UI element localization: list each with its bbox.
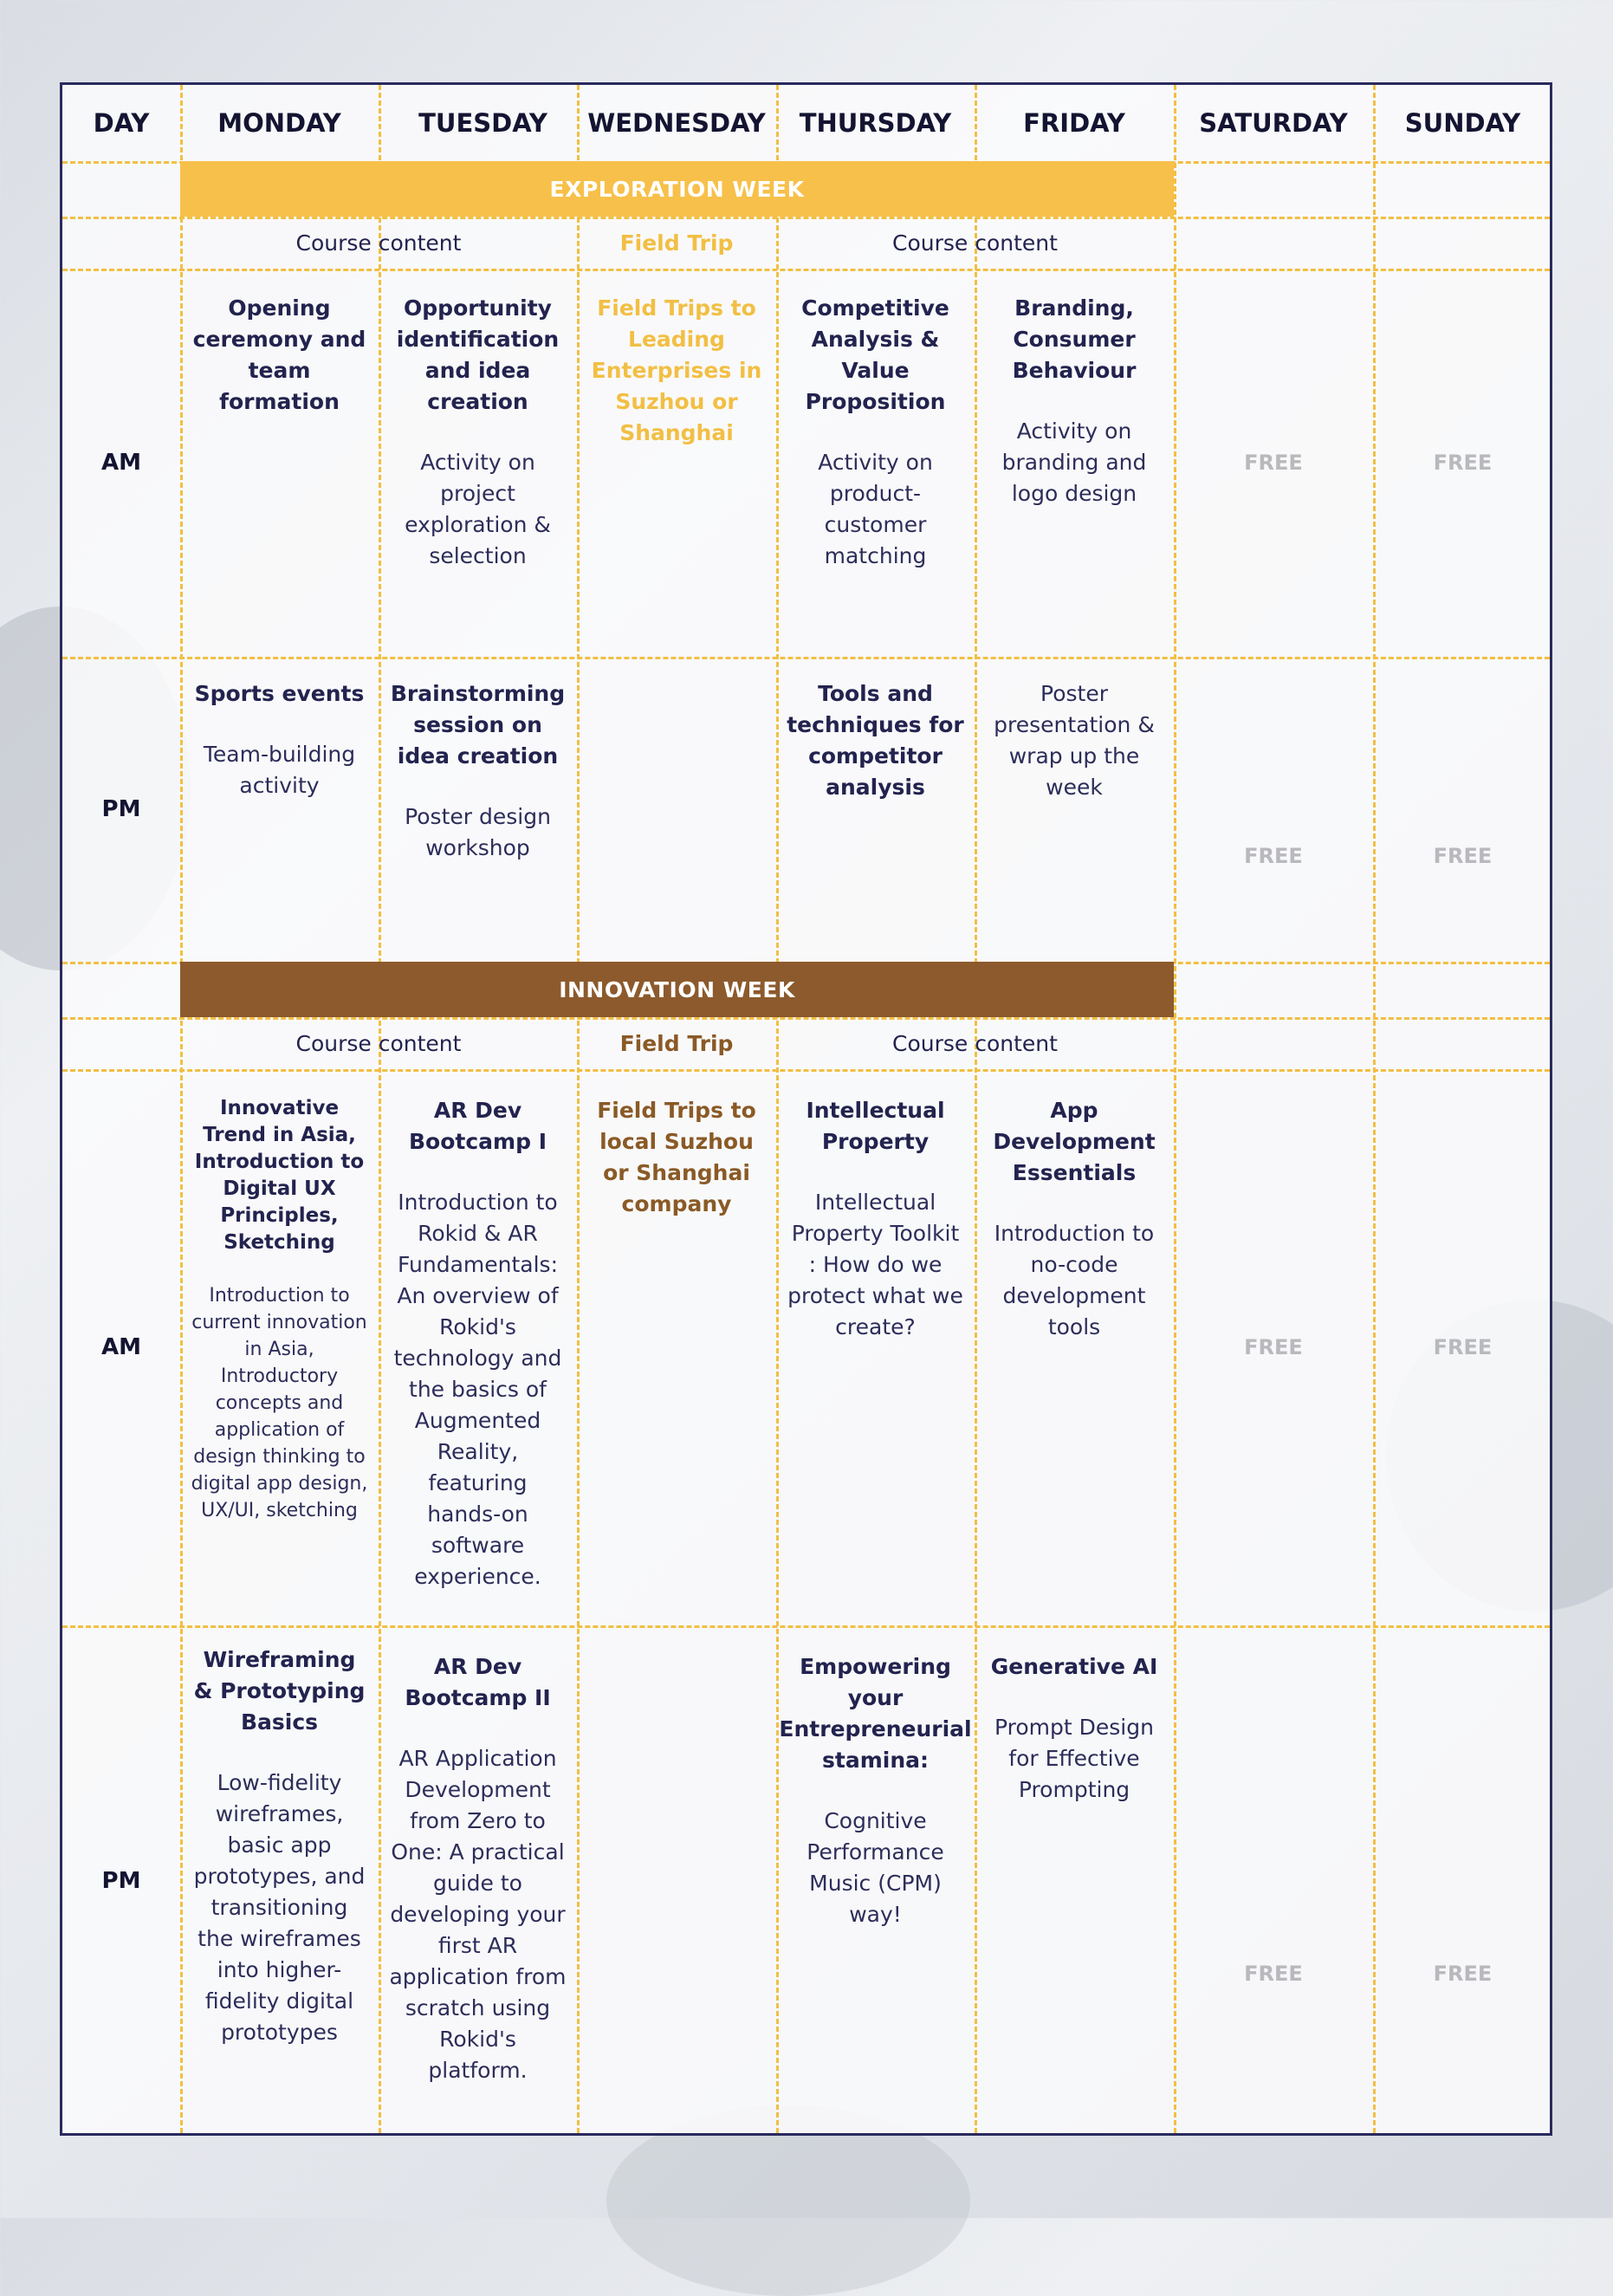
session-description: Introduction to current innovation in Asia, Introductory concepts and application of design thinking to digital app design, UX/UI, sketching [191, 1285, 368, 1521]
schedule-table [60, 82, 1552, 2136]
course-content-label: Course content [892, 230, 1058, 256]
session-description: Cognitive Performance Music (CPM) way! [806, 1808, 944, 1927]
field-trip-label: Field Trip [619, 230, 734, 256]
session-description: Prompt Design for Effective Prompting [994, 1715, 1154, 1802]
session-description: Activity on project exploration & selection [405, 450, 551, 568]
free-label: FREE [1244, 451, 1303, 475]
session-description: Poster design workshop [405, 804, 551, 860]
session-title: Empowering your Entrepreneurial stamina: [779, 1654, 972, 1773]
header-monday: MONDAY [217, 108, 341, 138]
session-cell [180, 1095, 379, 1524]
course-content-label: Course content [295, 230, 462, 256]
session-description: Introduction to Rokid & AR Fundamentals: An overview of Rokid's technology and the basics of Augmented Reality, featuring hands-on software experience. [393, 1190, 562, 1589]
session-title: Intellectual Property [806, 1098, 945, 1154]
session-cell [975, 293, 1174, 509]
session-cell [379, 1651, 577, 2086]
row-label-pm: PM [101, 1868, 141, 1894]
free-label: FREE [1244, 844, 1303, 868]
session-title: Field Trips to local Suzhou or Shanghai company [597, 1098, 756, 1216]
row-label-am: AM [101, 450, 141, 476]
free-label: FREE [1244, 1962, 1303, 1986]
session-title: Field Trips to Leading Enterprises in Suzhou or Shanghai [591, 295, 762, 445]
session-cell [776, 1095, 975, 1343]
session-cell [975, 678, 1174, 803]
session-cell [180, 293, 379, 418]
free-label: FREE [1244, 1335, 1303, 1359]
exploration-week-banner: EXPLORATION WEEK [180, 161, 1174, 217]
session-cell [975, 1651, 1174, 1806]
session-title: Wireframing & Prototyping Basics [193, 1647, 366, 1735]
row-label-am: AM [101, 1334, 141, 1360]
session-cell [776, 1651, 975, 1930]
session-description: Intellectual Property Toolkit : How do we protect what we create? [787, 1190, 963, 1339]
session-cell [379, 293, 577, 572]
session-description: Introduction to no-code development tools [994, 1221, 1155, 1339]
header-friday: FRIDAY [1023, 108, 1125, 138]
free-label: FREE [1433, 451, 1493, 475]
header-wednesday: WEDNESDAY [587, 108, 766, 138]
session-title: Sports events [194, 681, 365, 706]
session-title: Branding, Consumer Behaviour [1012, 295, 1137, 383]
header-saturday: SATURDAY [1199, 108, 1348, 138]
session-title: App Development Essentials [993, 1098, 1156, 1185]
session-description: AR Application Development from Zero to One: A practical guide to developing your first AR application from scratch using Rokid's platform. [389, 1746, 567, 2083]
session-title: Brainstorming session on idea creation [390, 681, 566, 769]
session-description: Activity on product-customer matching [818, 450, 933, 568]
free-label: FREE [1433, 1962, 1493, 1986]
session-cell [379, 1095, 577, 1592]
session-description: Poster presentation & wrap up the week [994, 681, 1155, 800]
session-cell [180, 678, 379, 801]
header-thursday: THURSDAY [799, 108, 952, 138]
session-cell [577, 293, 776, 449]
session-cell [776, 293, 975, 572]
session-title: Opportunity identification and idea creation [396, 295, 560, 414]
session-title: Competitive Analysis & Value Proposition [801, 295, 949, 414]
session-title: AR Dev Bootcamp II [405, 1654, 551, 1710]
grid-line [62, 1625, 1550, 1628]
row-label-pm: PM [101, 796, 141, 822]
session-cell [379, 678, 577, 864]
free-label: FREE [1433, 844, 1493, 868]
session-title: Tools and techniques for competitor analysis [787, 681, 964, 800]
session-description: Activity on branding and logo design [1001, 418, 1147, 506]
session-cell [776, 678, 975, 803]
session-cell [975, 1095, 1174, 1343]
innovation-week-banner: INNOVATION WEEK [180, 962, 1174, 1017]
course-content-label: Course content [892, 1030, 1058, 1056]
free-label: FREE [1433, 1335, 1493, 1359]
header-tuesday: TUESDAY [418, 108, 547, 138]
session-title: Opening ceremony and team formation [192, 295, 366, 414]
session-cell [180, 1644, 379, 2048]
course-content-label: Course content [295, 1030, 462, 1056]
session-title: AR Dev Bootcamp I [409, 1098, 547, 1154]
header-sunday: SUNDAY [1404, 108, 1521, 138]
session-title: Innovative Trend in Asia, Introduction to Digital UX Principles, Sketching [194, 1097, 365, 1254]
session-description: Low-fidelity wireframes, basic app prototypes, and transitioning the wireframes into higher-fidelity digital prototypes [193, 1770, 366, 2045]
grid-line [62, 657, 1550, 659]
field-trip-label: Field Trip [619, 1030, 734, 1056]
header-day: DAY [93, 108, 150, 138]
session-title: Generative AI [990, 1654, 1158, 1679]
session-description: Team-building activity [203, 742, 356, 798]
session-cell [577, 1095, 776, 1220]
